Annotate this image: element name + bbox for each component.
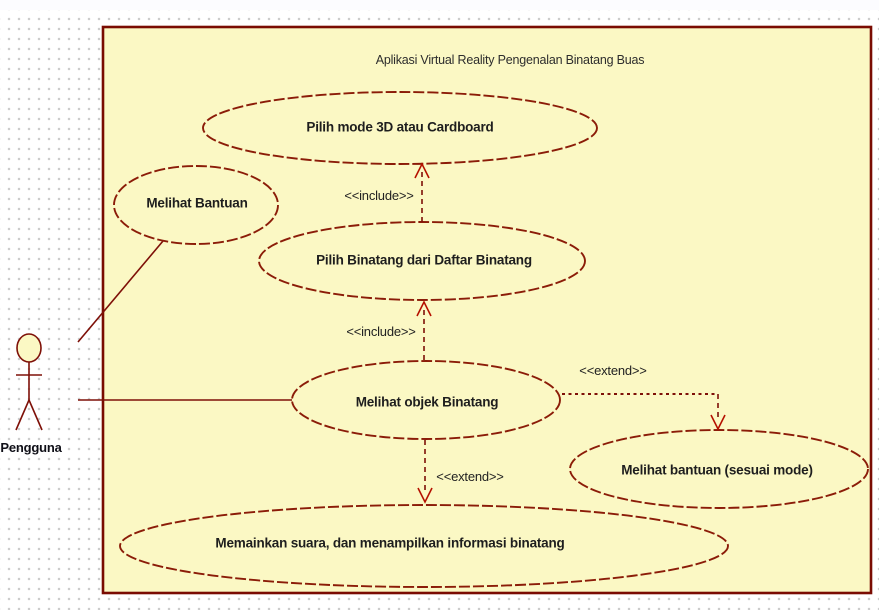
usecase-label-melihat-bantuan: Melihat Bantuan bbox=[146, 195, 248, 211]
usecase-label-memainkan-suara: Memainkan suara, dan menampilkan informasi binatang bbox=[215, 535, 565, 551]
actor-pengguna[interactable] bbox=[16, 334, 42, 430]
actor-name-label: Pengguna bbox=[0, 439, 62, 455]
actor-head bbox=[17, 334, 41, 362]
system-title: Aplikasi Virtual Reality Pengenalan Binatang Buas bbox=[375, 53, 645, 68]
usecase-label-pilih-binatang: Pilih Binatang dari Daftar Binatang bbox=[316, 252, 532, 268]
stereotype-extend-right: <<extend>> bbox=[579, 362, 647, 378]
stereotype-include-mid: <<include>> bbox=[346, 323, 416, 339]
usecase-label-pilih-mode: Pilih mode 3D atau Cardboard bbox=[306, 119, 494, 135]
stereotype-extend-bottom: <<extend>> bbox=[436, 468, 504, 484]
usecase-label-melihat-bantuan-mode: Melihat bantuan (sesuai mode) bbox=[621, 462, 813, 478]
stereotype-include-top: <<include>> bbox=[344, 187, 414, 203]
actor-right-leg bbox=[29, 400, 42, 430]
actor-left-leg bbox=[16, 400, 29, 430]
usecase-label-melihat-objek: Melihat objek Binatang bbox=[355, 394, 499, 410]
